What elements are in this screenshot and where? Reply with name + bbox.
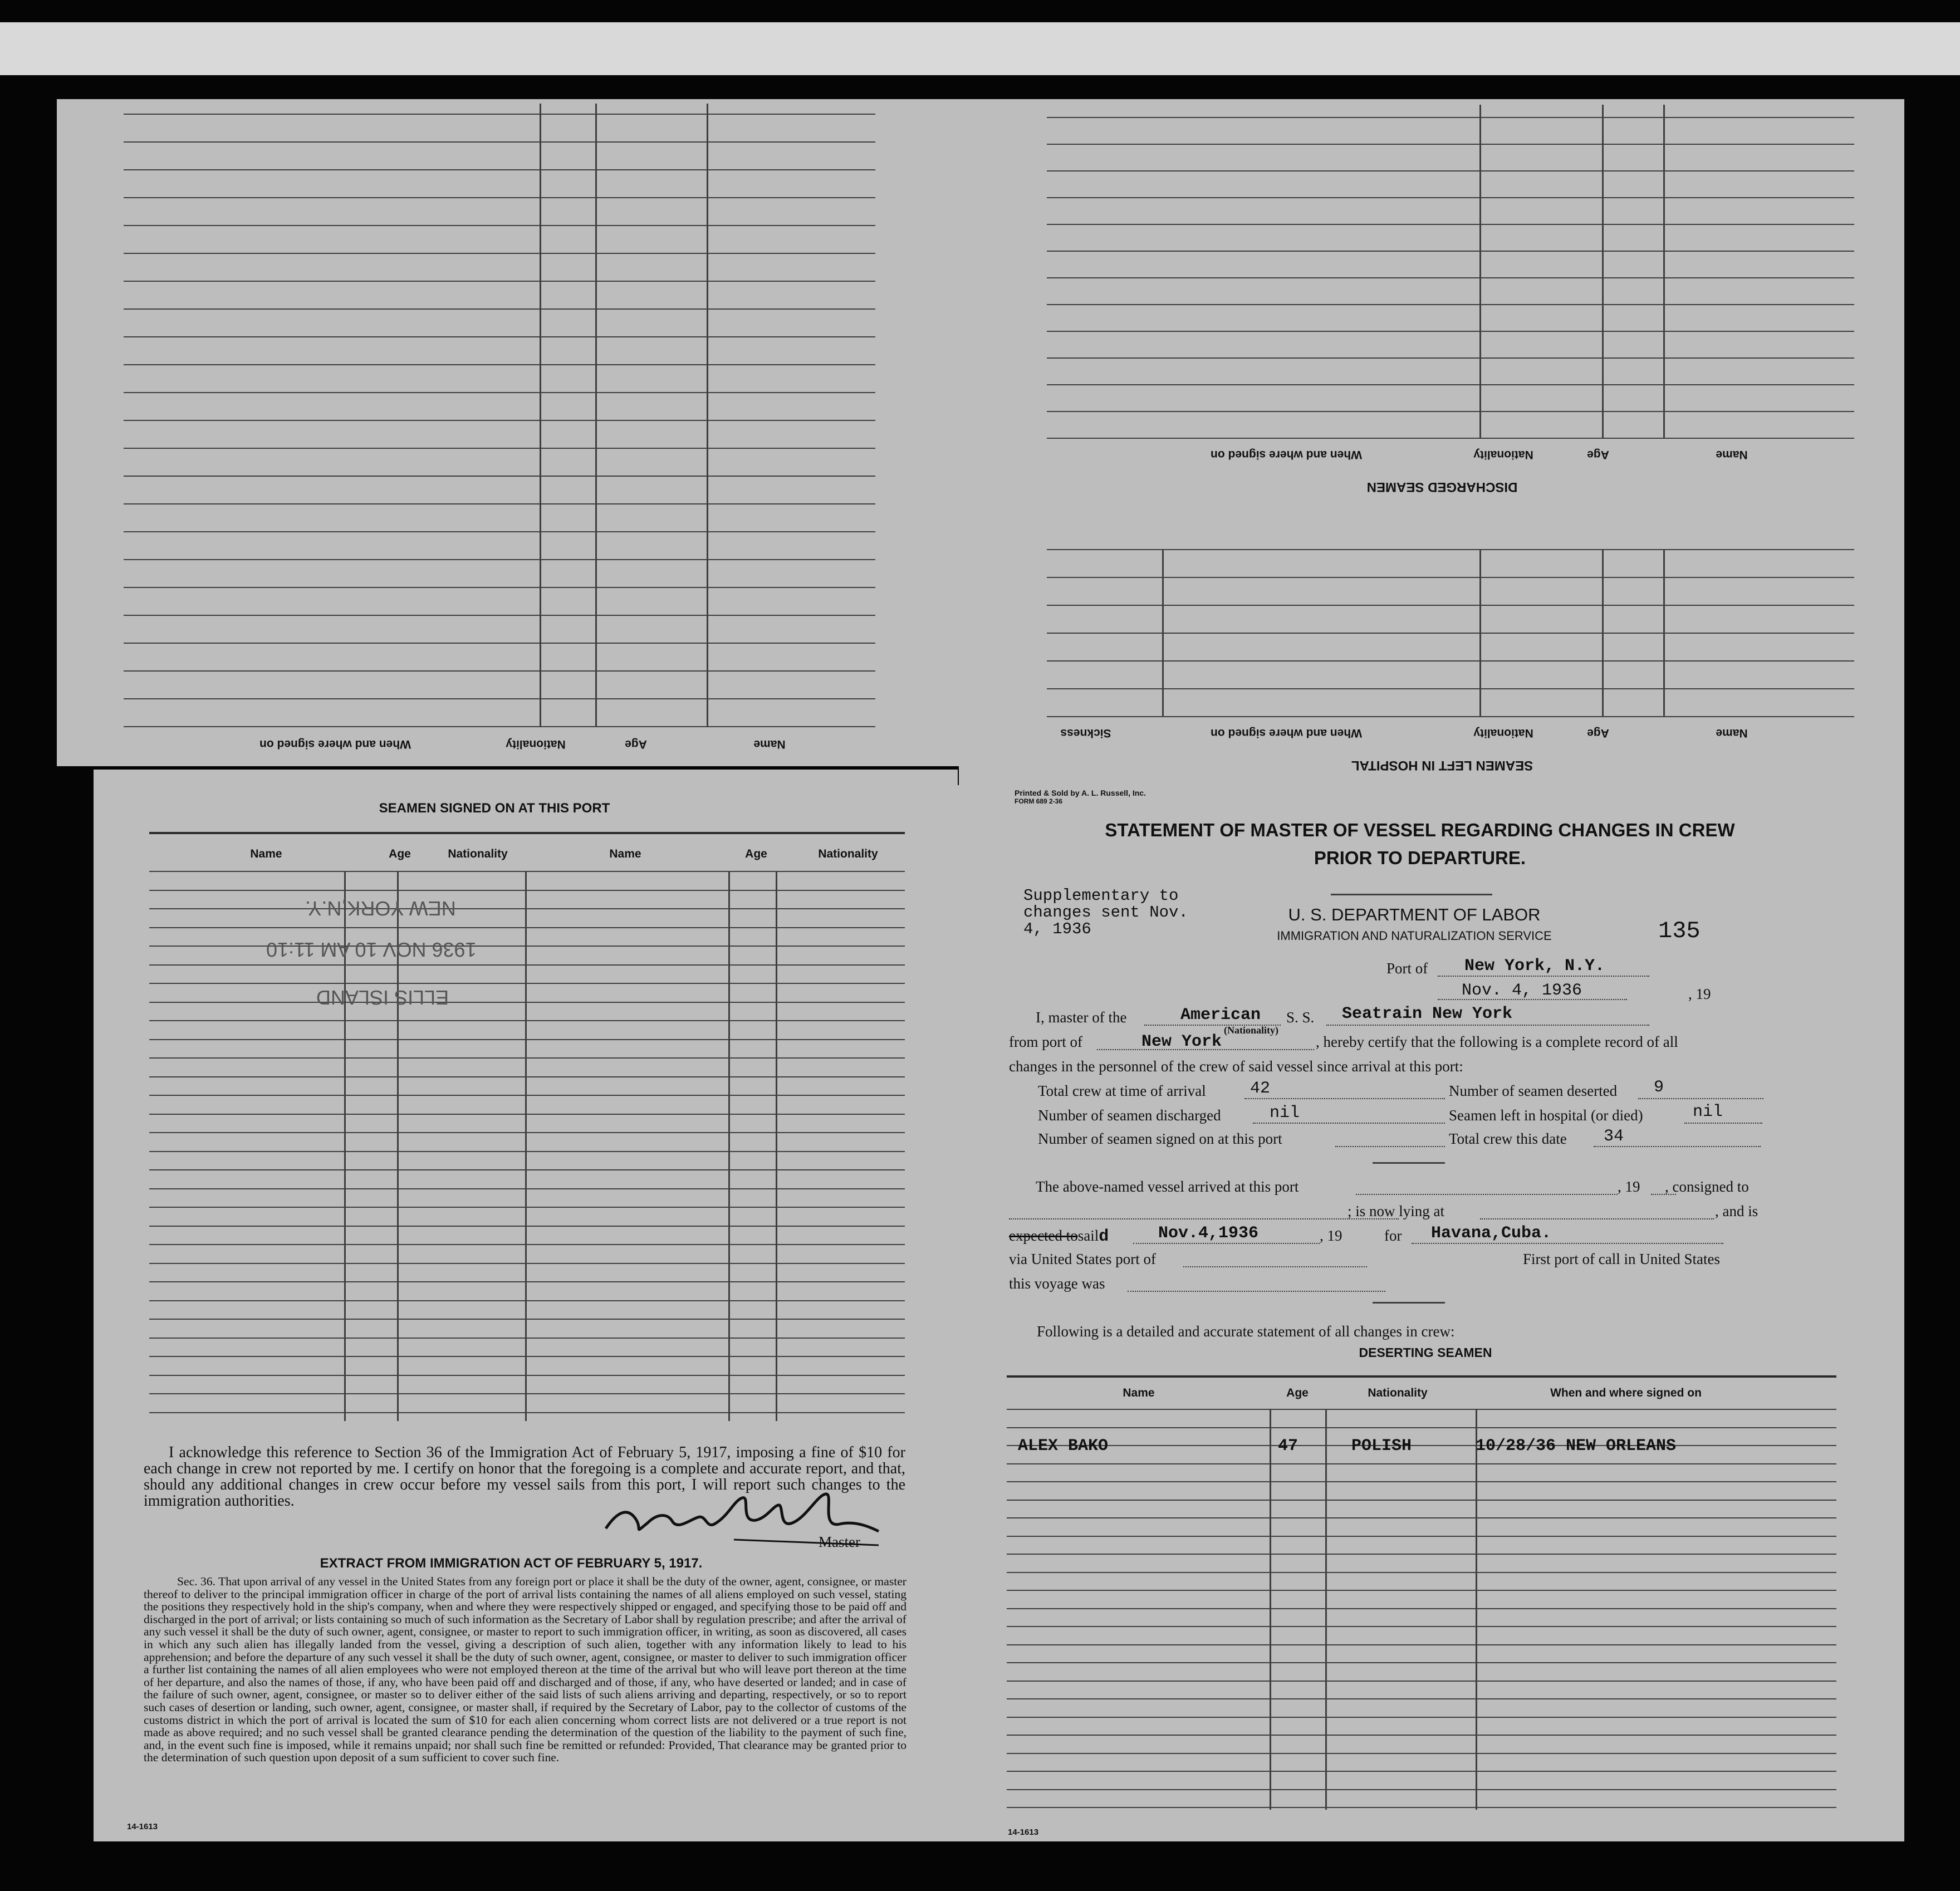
voyage-text: this voyage was — [1009, 1275, 1105, 1292]
hospital-blank — [1684, 1123, 1762, 1124]
ruled-line — [149, 890, 905, 891]
ruled-line — [124, 615, 875, 616]
ruled-line — [124, 698, 875, 699]
upper-left-panel — [57, 99, 959, 766]
signed-on-blank — [1335, 1146, 1445, 1147]
ruled-line — [1047, 688, 1854, 689]
hospital-title: SEAMEN LEFT IN HOSPITAL — [1351, 758, 1533, 773]
ruled-line — [1007, 1662, 1836, 1663]
ruled-line — [1007, 1789, 1836, 1790]
arrived-blank — [1356, 1194, 1618, 1195]
deserted-blank — [1638, 1098, 1763, 1099]
ruled-line — [1007, 1626, 1836, 1627]
vessel-blank — [1326, 1025, 1649, 1026]
column-divider — [1270, 1409, 1271, 1810]
ruled-line — [1047, 633, 1854, 634]
total-crew-arrival-blank — [1244, 1098, 1445, 1099]
ruled-line — [149, 1076, 905, 1077]
ruled-line — [149, 1300, 905, 1301]
col-header-age: Age — [625, 738, 647, 751]
port-blank — [1438, 976, 1649, 977]
voyage-blank — [1128, 1291, 1385, 1292]
vessel-value: Seatrain New York — [1342, 1005, 1513, 1023]
sail-19: , 19 — [1320, 1227, 1342, 1244]
expected-struck: expected to — [1009, 1227, 1078, 1244]
ruled-line — [124, 476, 875, 477]
destination-blank — [1412, 1243, 1723, 1244]
nationality-value: American — [1180, 1006, 1261, 1025]
deserting-row-1-nationality: POLISH — [1351, 1437, 1412, 1456]
lower-right-panel — [958, 785, 1904, 1841]
discharged-col-age: Age — [1587, 448, 1609, 461]
ellis-island-stamp-line-3: ELLIS ISLAND — [316, 986, 449, 1009]
discharged-col-name: Name — [1716, 448, 1748, 461]
signed-on-label: Number of seamen signed on at this port — [1038, 1130, 1282, 1147]
ruled-line — [124, 336, 875, 337]
col-header-nationality: Nationality — [506, 738, 566, 751]
ruled-line — [149, 1095, 905, 1096]
master-of-the-label: I, master of the — [1036, 1009, 1127, 1026]
ruled-line — [1007, 1608, 1836, 1609]
column-divider — [776, 871, 777, 1421]
destination-value: Havana,Cuba. — [1431, 1224, 1552, 1243]
deserting-row-1-age: 47 — [1278, 1437, 1298, 1456]
form-number-right: 14-1613 — [1008, 1828, 1039, 1837]
signed-on-col-age: Age — [389, 847, 411, 860]
table-top-rule — [149, 832, 905, 834]
ruled-line — [149, 1356, 905, 1357]
discharged-col-nationality: Nationality — [1473, 448, 1533, 461]
acknowledgment-text: I acknowledge this reference to Section 36 of the Immigration Act of February 5, 1917, imposing a fine of $10 for each change in crew not reported by me. I certify on honor that the foregoing is a complete and accurate report, and that, should any additional changes in crew occur before my vessel sails from this port, I will report such changes to the immigration authorities. — [144, 1444, 905, 1510]
ruled-line — [124, 726, 875, 727]
column-divider — [728, 871, 730, 1421]
col-header-when-signed: When and where signed on — [259, 738, 411, 751]
deserting-col-age: Age — [1286, 1387, 1309, 1399]
expected-to-sail — [1009, 1227, 1109, 1246]
signed-on-col-name: Name — [250, 847, 282, 860]
supplementary-note-2: changes sent Nov. — [1023, 903, 1188, 922]
ruled-line — [1007, 1463, 1836, 1464]
ruled-line — [1047, 224, 1854, 225]
column-divider — [525, 871, 527, 1421]
ruled-line — [124, 364, 875, 365]
ruled-line — [149, 927, 905, 928]
ruled-line — [1047, 117, 1854, 118]
ruled-line — [1007, 1717, 1836, 1718]
column-divider — [1479, 550, 1481, 717]
ruled-line — [149, 1151, 905, 1152]
column-divider — [1476, 1409, 1477, 1810]
column-divider — [1663, 105, 1665, 439]
ruled-line — [1047, 605, 1854, 606]
ruled-line — [149, 1375, 905, 1376]
total-crew-date-value: 34 — [1604, 1127, 1624, 1146]
ruled-line — [124, 114, 875, 115]
ruled-line — [149, 1338, 905, 1339]
port-value: New York, N.Y. — [1464, 957, 1605, 976]
ruled-line — [149, 1002, 905, 1003]
serial-number: 135 — [1658, 918, 1701, 944]
section-rule — [1373, 1162, 1445, 1164]
ruled-line — [1047, 384, 1854, 385]
deserting-row-1-name: ALEX BAKO — [1018, 1437, 1109, 1456]
and-is-text: , and is — [1715, 1203, 1758, 1219]
consigned-text: , consigned to — [1665, 1178, 1749, 1195]
ruled-line — [149, 1039, 905, 1040]
ruled-line — [149, 1263, 905, 1264]
hospital-col-nationality: Nationality — [1473, 727, 1533, 739]
column-divider — [1325, 1409, 1327, 1810]
sail-date-blank — [1133, 1243, 1320, 1244]
total-crew-arrival-label: Total crew at time of arrival — [1038, 1082, 1206, 1099]
ruled-line — [1047, 549, 1854, 550]
ruled-line — [124, 197, 875, 198]
ellis-island-stamp-line-2: 1936 NOV 10 AM 11:10 — [266, 938, 477, 961]
deserting-col-when-signed: When and where signed on — [1550, 1387, 1702, 1399]
ruled-line — [124, 420, 875, 421]
upper-right-panel — [959, 99, 1904, 795]
printer-credit: Printed & Sold by A. L. Russell, Inc. — [1015, 788, 1146, 797]
nationality-caption: (Nationality) — [1224, 1025, 1278, 1036]
ruled-line — [124, 392, 875, 393]
ruled-line — [1007, 1590, 1836, 1591]
deserting-col-nationality: Nationality — [1368, 1387, 1428, 1399]
from-port-value: New York — [1141, 1032, 1222, 1051]
hospital-col-sickness: Sickness — [1060, 727, 1111, 739]
hospital-col-age: Age — [1587, 727, 1609, 739]
first-port-text: First port of call in United States — [1523, 1251, 1720, 1267]
upper-left-rotated — [57, 99, 959, 766]
ruled-line — [1047, 170, 1854, 172]
ruled-line — [124, 308, 875, 310]
ruled-line — [124, 253, 875, 254]
extract-title: EXTRACT FROM IMMIGRATION ACT OF FEBRUARY 5, 1917. — [320, 1556, 703, 1571]
ruled-line — [124, 141, 875, 143]
signed-on-col-age-2: Age — [745, 847, 767, 860]
form-number-left: 14-1613 — [127, 1822, 158, 1831]
ruled-line — [149, 983, 905, 984]
ruled-line — [1007, 1771, 1836, 1772]
for-label: for — [1384, 1227, 1402, 1244]
sailed-suffix: d — [1099, 1227, 1109, 1246]
column-divider — [707, 104, 708, 727]
ruled-line — [149, 908, 905, 909]
ruled-line — [1047, 411, 1854, 412]
discharged-col-when-signed: When and where signed on — [1211, 448, 1362, 461]
arrived-text: The above-named vessel arrived at this port — [1036, 1178, 1299, 1195]
deserted-label: Number of seamen deserted — [1449, 1082, 1618, 1099]
ruled-line — [149, 1057, 905, 1059]
signed-on-col-nationality: Nationality — [448, 847, 508, 860]
ruled-line — [1047, 251, 1854, 252]
extract-text: Sec. 36. That upon arrival of any vessel in the United States from any foreign port or place it shall be the duty of the owner, agent, consignee, or master thereof to deliver to the principal immigration officer in charge of the port of arrival lists containing the names of all aliens employed on such vessel, stating the positions they respectively hold in the ship's company, when and where they were respectively shipped or engaged, and specifying those to be paid off and discharged in the port of arrival; or lists containing so much of such information as the Secretary of Labor shall by regulation prescribe; and after the arrival of any such vessel it shall be the duty of such owner, agent, consignee, or master to report to such immigration officer, in writing, as soon as discovered, all cases in which any such alien has illegally landed from the vessel, giving a description of such alien, together with any information likely to lead to his apprehension; and before the departure of any such vessel it shall be the duty of such owner, agent, consignee, or master to deliver to such immigration officer a further list containing the names of all alien employees who were not employed thereon at the time of the arrival but who will leave port thereon at the time of her departure, and also the names of those, if any, who have been paid off and discharged and of those, if any, who have deserted or landed; and in case of the failure of such owner, agent, consignee, or master so to deliver either of the said lists of such aliens arriving and departing, respectively, or so to report such cases of desertion or landing, such owner, agent, consignee, or master shall, if required by the Secretary of Labor, pay to the collector of customs of the customs district in which the port of arrival is located the sum of $10 for each alien concerning whom correct lists are not delivered or a true report is not made as above required; and no such vessel shall be granted clearance pending the determination of the question of the liability to the payment of such fine, and, in the event such fine is imposed, while it remains unpaid; nor shall such fine be remitted or refunded: Provided, That clearance may be granted prior to the determination of such question upon deposit of a sum sufficient to cover such fine. — [144, 1575, 906, 1765]
total-crew-date-label: Total crew this date — [1449, 1130, 1567, 1147]
ruled-line — [1007, 1572, 1836, 1573]
ruled-line — [1007, 1807, 1836, 1808]
ruled-line — [1007, 1681, 1836, 1682]
deserted-value: 9 — [1654, 1078, 1664, 1097]
ruled-line — [149, 1281, 905, 1282]
signed-on-section-title: SEAMEN SIGNED ON AT THIS PORT — [379, 801, 610, 816]
consignee-blank — [1009, 1218, 1399, 1219]
deserting-row-1-signed-on: 10/28/36 NEW ORLEANS — [1476, 1437, 1677, 1456]
col-header-name: Name — [753, 738, 786, 751]
ruled-line — [124, 531, 875, 532]
ruled-line — [124, 670, 875, 672]
ruled-line — [1047, 197, 1854, 198]
ruled-line — [149, 1207, 905, 1208]
ruled-line — [1047, 144, 1854, 145]
signed-on-col-nationality-2: Nationality — [818, 847, 878, 860]
hospital-col-when-signed: When and where signed on — [1211, 727, 1362, 739]
sail-date-value: Nov.4,1936 — [1158, 1224, 1259, 1243]
ruled-line — [124, 448, 875, 449]
ruled-line — [149, 1319, 905, 1320]
ruled-line — [1007, 1735, 1836, 1736]
following-text: Following is a detailed and accurate statement of all changes in crew: — [1037, 1323, 1455, 1340]
supplementary-note-3: 4, 1936 — [1023, 920, 1091, 938]
ruled-line — [1047, 331, 1854, 332]
column-divider — [595, 104, 597, 727]
date-suffix: , 19 — [1688, 986, 1711, 1002]
ruled-line — [149, 964, 905, 966]
hospital-value: nil — [1693, 1103, 1723, 1121]
ruled-line — [149, 1169, 905, 1170]
ruled-line — [1007, 1517, 1836, 1518]
ruled-line — [149, 1244, 905, 1245]
department-name: U. S. DEPARTMENT OF LABOR — [1288, 905, 1541, 924]
via-text: via United States port of — [1009, 1251, 1156, 1267]
ruled-line — [149, 1132, 905, 1133]
ellis-island-stamp-line-1: NEW YORK,N.Y. — [305, 897, 456, 920]
column-divider — [1162, 550, 1164, 717]
lower-left-panel — [94, 770, 958, 1841]
via-blank — [1183, 1266, 1367, 1267]
port-label: Port of — [1386, 960, 1428, 977]
upper-right-rotated — [959, 99, 1904, 795]
column-divider — [1663, 550, 1665, 717]
ruled-line — [1007, 1753, 1836, 1754]
ruled-line — [1047, 716, 1854, 717]
ruled-line — [1007, 1554, 1836, 1555]
ruled-line — [124, 643, 875, 644]
ruled-line — [124, 169, 875, 170]
discharged-title: DISCHARGED SEAMEN — [1366, 479, 1518, 494]
ruled-line — [124, 587, 875, 588]
statement-title-line-2: PRIOR TO DEPARTURE. — [1314, 847, 1526, 868]
hospital-col-name: Name — [1716, 727, 1748, 739]
ruled-line — [149, 1412, 905, 1413]
date-value: Nov. 4, 1936 — [1462, 981, 1582, 1000]
dept-rule — [1331, 894, 1492, 895]
ruled-line — [124, 281, 875, 282]
hospital-label: Seamen left in hospital (or died) — [1449, 1107, 1643, 1124]
ruled-line — [1047, 357, 1854, 359]
ruled-line — [1007, 1409, 1836, 1410]
ruled-line — [149, 1114, 905, 1115]
ruled-line — [1007, 1427, 1836, 1428]
scanner-top-band — [0, 22, 1960, 75]
lying-blank — [1480, 1218, 1714, 1219]
pre-following-rule — [1373, 1302, 1445, 1304]
ruled-line — [149, 1188, 905, 1189]
ruled-line — [124, 559, 875, 560]
master-label: Master — [819, 1534, 860, 1550]
deserting-title: DESERTING SEAMEN — [1359, 1345, 1492, 1360]
from-port-label: from port of — [1009, 1033, 1082, 1050]
deserting-col-name: Name — [1123, 1387, 1155, 1399]
ruled-line — [1007, 1481, 1836, 1482]
lying-text: ; is now lying at — [1347, 1203, 1444, 1219]
sail-word: sail — [1077, 1227, 1099, 1244]
ruled-line — [1047, 660, 1854, 662]
ruled-line — [149, 1020, 905, 1021]
ruled-line — [1007, 1698, 1836, 1699]
supplementary-note-1: Supplementary to — [1023, 886, 1179, 905]
certify-text: , hereby certify that the following is a complete record of all — [1316, 1033, 1678, 1050]
ruled-line — [124, 503, 875, 504]
ruled-line — [1047, 304, 1854, 305]
ruled-line — [1007, 1500, 1836, 1501]
service-name: IMMIGRATION AND NATURALIZATION SERVICE — [1277, 929, 1552, 943]
ruled-line — [1047, 577, 1854, 578]
total-crew-date-blank — [1594, 1146, 1761, 1147]
column-divider — [1479, 105, 1481, 439]
column-divider — [540, 104, 541, 727]
statement-title-line-1: STATEMENT OF MASTER OF VESSEL REGARDING CHANGES IN CREW — [1105, 820, 1735, 840]
signed-on-col-name-2: Name — [609, 847, 641, 860]
ruled-line — [149, 1226, 905, 1227]
total-crew-arrival-value: 42 — [1250, 1079, 1271, 1098]
deserting-row-1 — [958, 1437, 1904, 1459]
discharged-label: Number of seamen discharged — [1038, 1107, 1221, 1124]
ruled-line — [149, 871, 905, 872]
ss-label: S. S. — [1286, 1009, 1315, 1026]
ruled-line — [149, 945, 905, 947]
column-divider — [1602, 550, 1604, 717]
ruled-line — [1007, 1644, 1836, 1645]
changes-text: changes in the personnel of the crew of said vessel since arrival at this port: — [1009, 1058, 1463, 1075]
discharged-blank — [1253, 1123, 1445, 1124]
ruled-line — [1047, 438, 1854, 439]
column-divider — [1602, 105, 1604, 439]
deserting-top-rule — [1007, 1375, 1836, 1378]
discharged-value: nil — [1270, 1104, 1300, 1123]
ruled-line — [149, 1393, 905, 1394]
arrived-19: , 19 — [1618, 1178, 1640, 1195]
ruled-line — [1007, 1536, 1836, 1537]
ruled-line — [124, 225, 875, 226]
form-code: FORM 689 2-36 — [1015, 797, 1063, 805]
ruled-line — [1047, 277, 1854, 278]
